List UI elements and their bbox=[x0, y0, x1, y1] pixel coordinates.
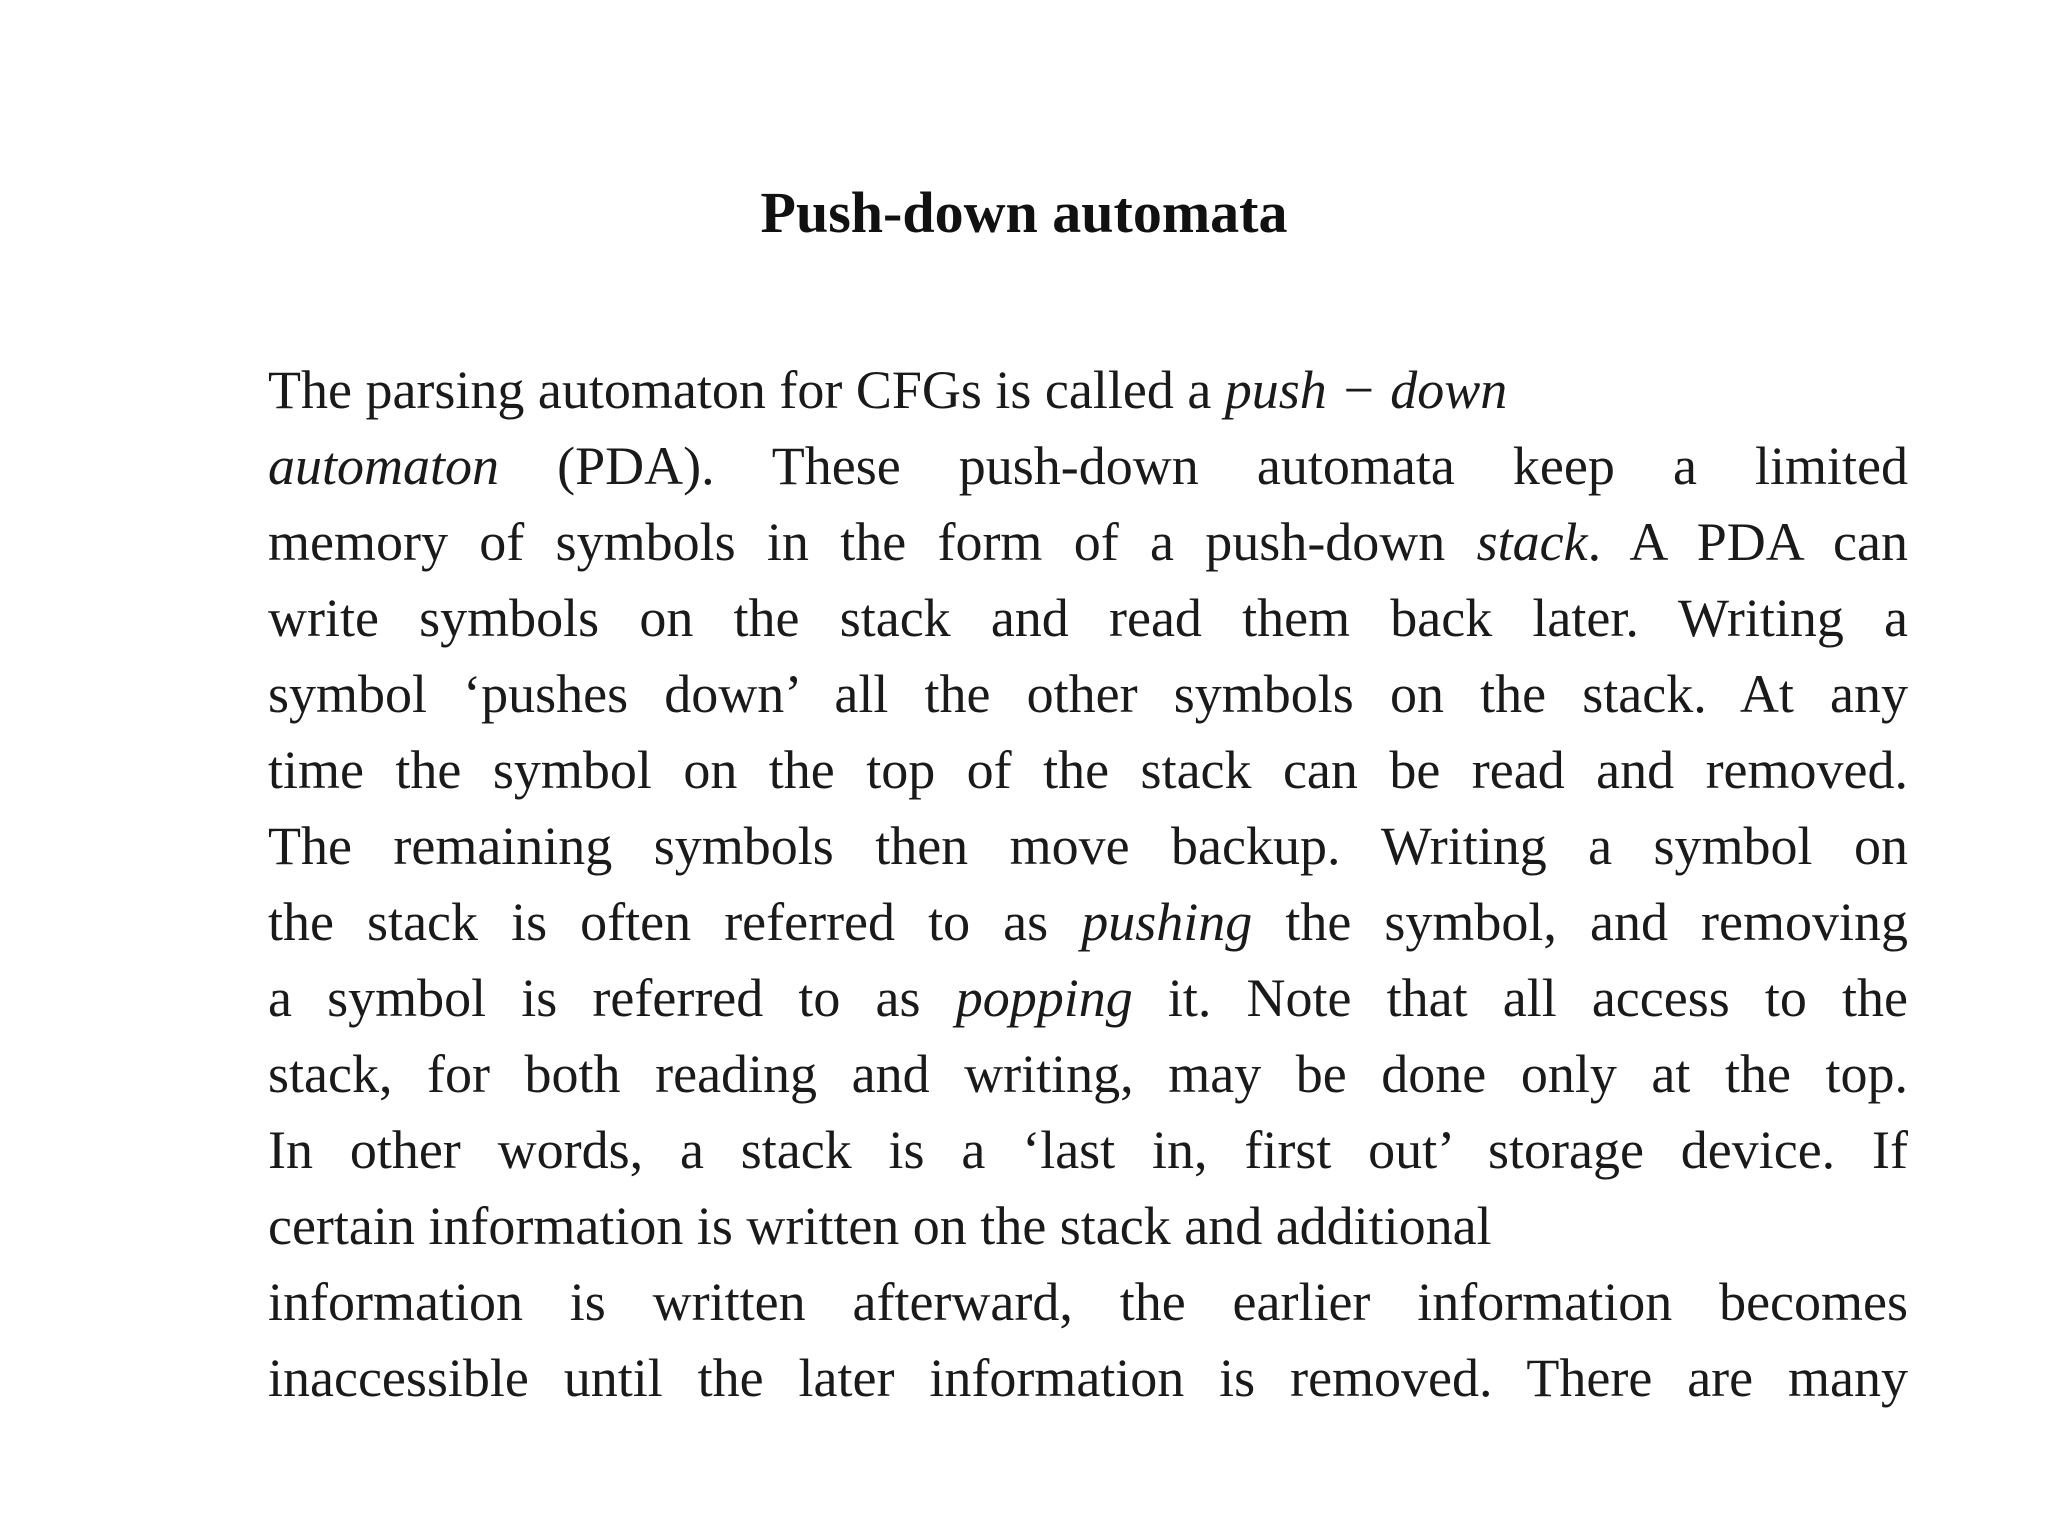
paragraph-line bbox=[268, 352, 1908, 428]
paragraph-line bbox=[268, 1188, 1908, 1264]
paragraph-line bbox=[268, 1112, 1908, 1188]
line-text: information is written afterward, the earlier information becomes bbox=[268, 1272, 1908, 1332]
emphasis-term: automaton bbox=[268, 436, 500, 496]
paragraph-line bbox=[268, 884, 1908, 960]
line-text: write symbols on the stack and read them back later. Writing a bbox=[268, 588, 1908, 648]
body-paragraph bbox=[268, 352, 1908, 1416]
line-text: inaccessible until the later information is removed. There are many bbox=[268, 1348, 1908, 1408]
line-text: time the symbol on the top of the stack can be read and removed. bbox=[268, 740, 1908, 800]
line-text: it. Note that all access to the bbox=[1132, 968, 1908, 1028]
paragraph-line bbox=[268, 808, 1908, 884]
paragraph-line bbox=[268, 656, 1908, 732]
emphasis-term: popping bbox=[955, 968, 1133, 1028]
paragraph-line bbox=[268, 732, 1908, 808]
line-text: certain information is written on the stack and additional bbox=[268, 1196, 1492, 1256]
line-text: In other words, a stack is a ‘last in, first out’ storage device. If bbox=[268, 1120, 1908, 1180]
paragraph-line bbox=[268, 1036, 1908, 1112]
line-text: The parsing automaton for CFGs is called a bbox=[268, 360, 1225, 420]
paragraph-line bbox=[268, 504, 1908, 580]
page-title: Push-down automata bbox=[760, 180, 1288, 245]
paragraph-line bbox=[268, 1264, 1908, 1340]
line-text: the symbol, and removing bbox=[1252, 892, 1908, 952]
line-text: . A PDA can bbox=[1587, 512, 1908, 572]
line-text: The remaining symbols then move backup. Writing a symbol on bbox=[268, 816, 1908, 876]
line-text: memory of symbols in the form of a push-down bbox=[268, 512, 1477, 572]
line-text: symbol ‘pushes down’ all the other symbols on the stack. At any bbox=[268, 664, 1908, 724]
paragraph-line bbox=[268, 960, 1908, 1036]
line-text: stack, for both reading and writing, may be done only at the top. bbox=[268, 1044, 1908, 1104]
paragraph-line bbox=[268, 428, 1908, 504]
paragraph-line bbox=[268, 1340, 1908, 1416]
emphasis-term: push − down bbox=[1224, 360, 1508, 420]
paragraph-line bbox=[268, 580, 1908, 656]
emphasis-term: stack bbox=[1476, 512, 1588, 572]
line-text: the stack is often referred to as bbox=[268, 892, 1082, 952]
emphasis-term: pushing bbox=[1081, 892, 1253, 952]
line-text: a symbol is referred to as bbox=[268, 968, 956, 1028]
line-text: (PDA). These push-down automata keep a limited bbox=[499, 436, 1908, 496]
